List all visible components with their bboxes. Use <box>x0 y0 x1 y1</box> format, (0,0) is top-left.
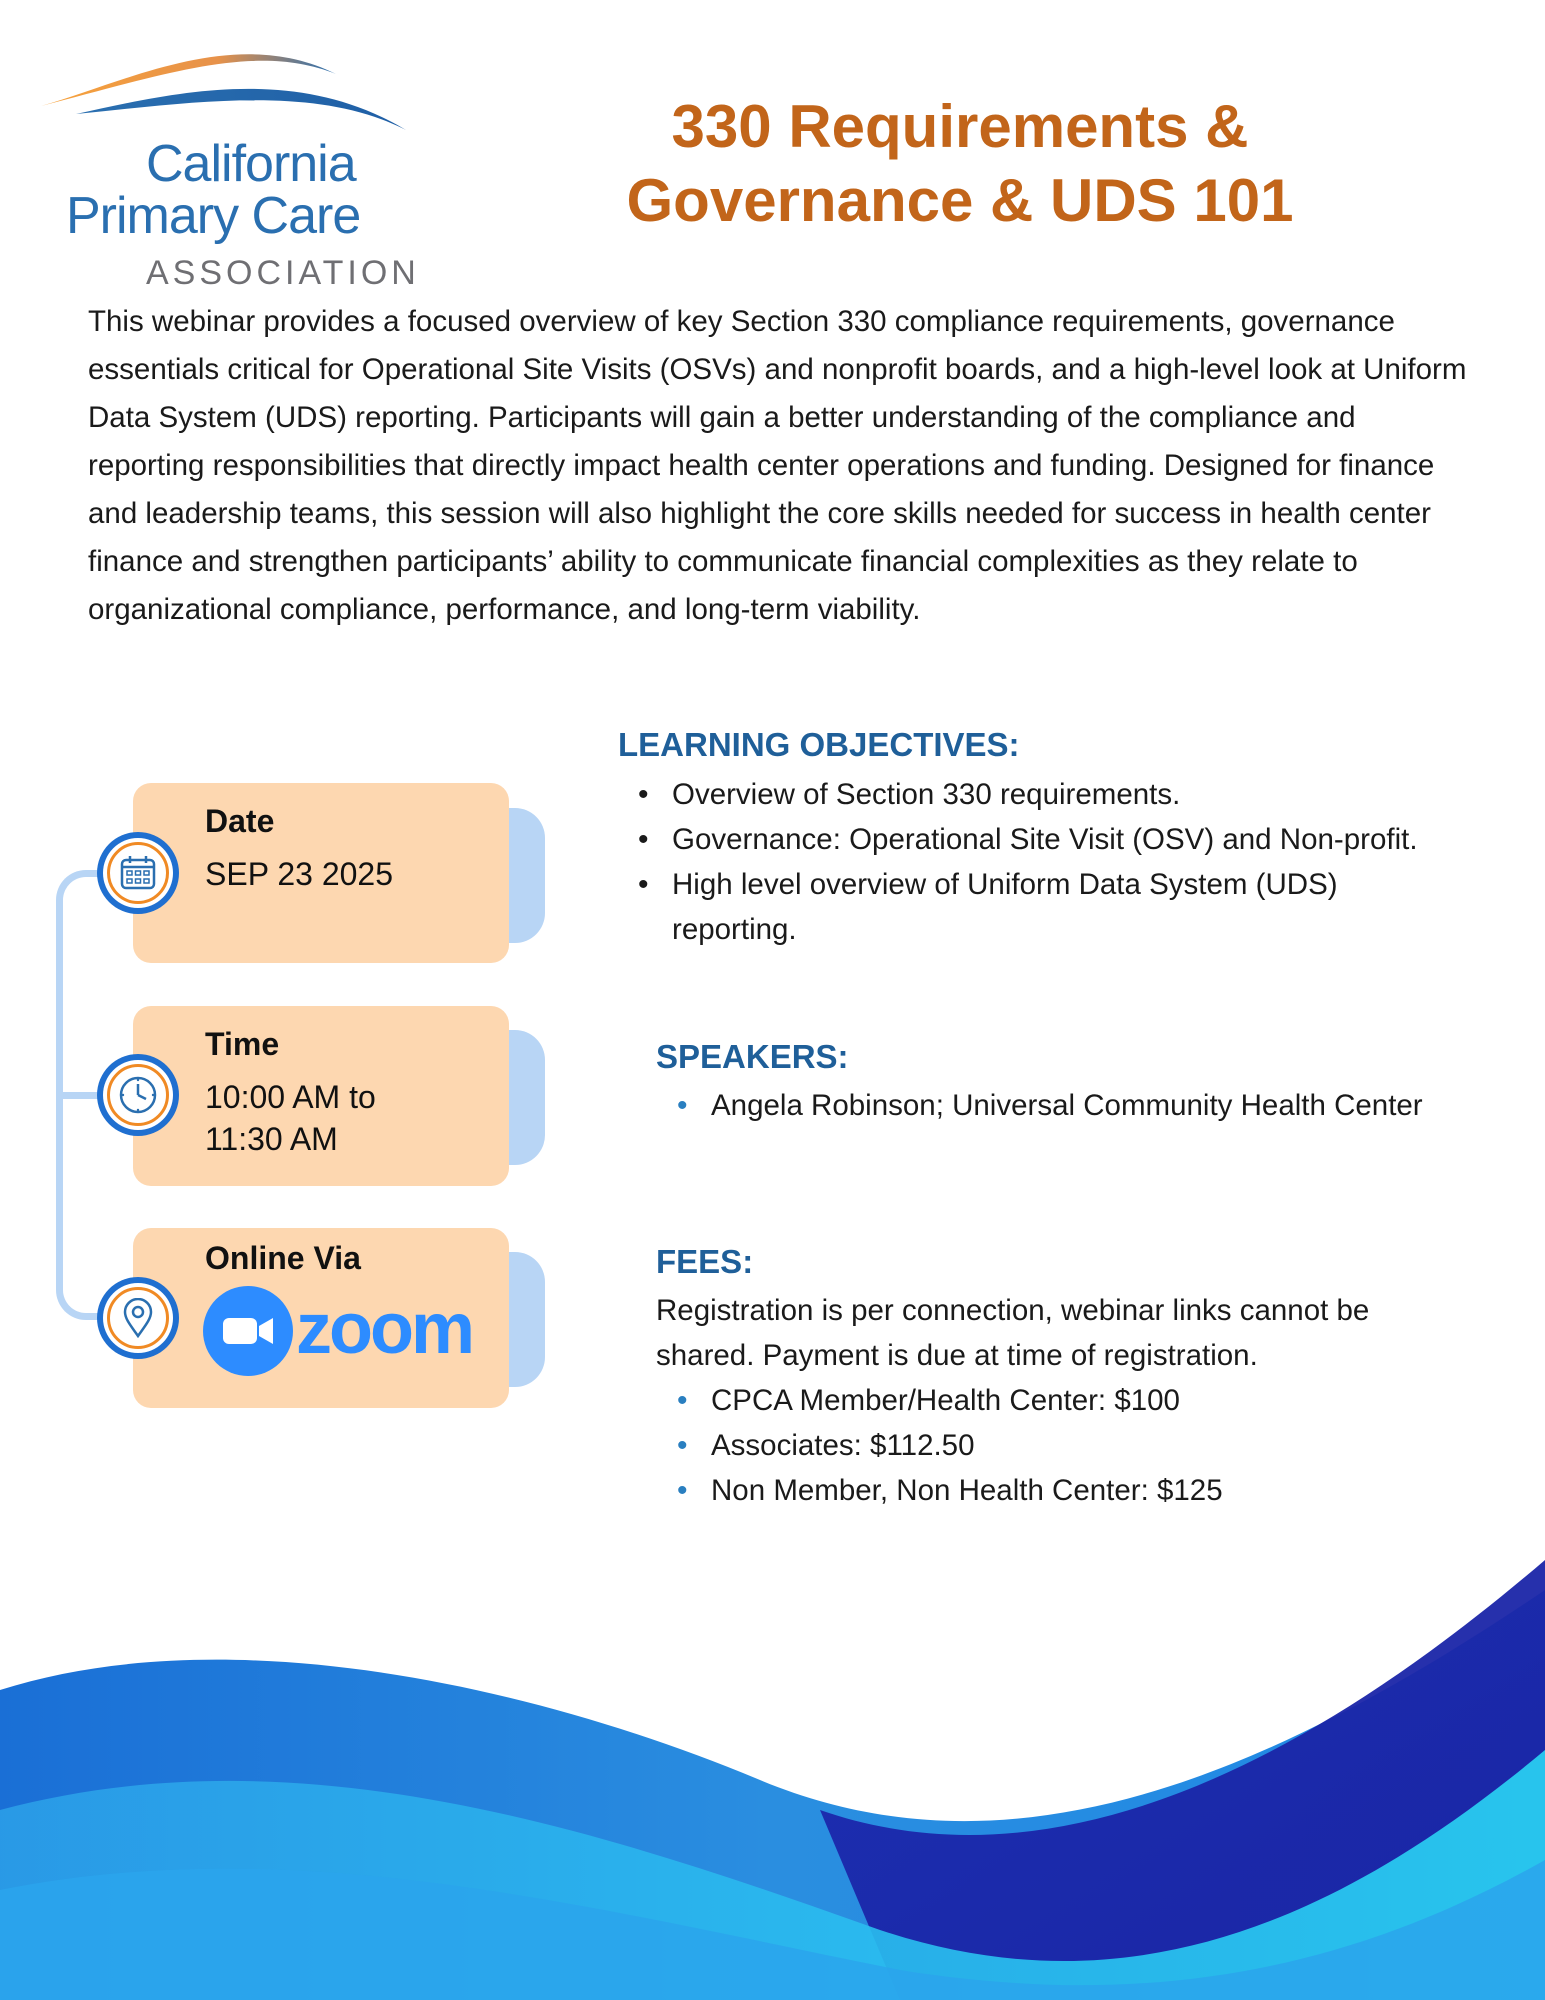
list-item: • Governance: Operational Site Visit (OSV) and Non-profit. <box>636 817 1436 862</box>
title-line-1: 330 Requirements & <box>671 93 1249 160</box>
online-card <box>133 1228 509 1408</box>
date-label: Date <box>205 803 275 839</box>
list-item: • Overview of Section 330 requirements. <box>636 772 1436 817</box>
fees-list <box>675 1378 1475 1513</box>
time-card <box>133 1006 509 1186</box>
clock-icon <box>97 1054 179 1136</box>
speakers-heading: SPEAKERS: <box>656 1038 849 1075</box>
date-value: SEP 23 2025 <box>205 856 394 892</box>
objectives-list <box>636 772 1436 952</box>
time-value <box>205 1076 376 1160</box>
logo-swoosh-icon <box>36 34 416 144</box>
decorative-waves <box>0 1530 1545 2000</box>
zoom-camera-icon <box>203 1286 293 1376</box>
fees-description: Registration is per connection, webinar links cannot be shared. Payment is due at time of registration. <box>656 1294 1370 1372</box>
list-item: • CPCA Member/Health Center: $100 <box>675 1378 1475 1423</box>
fees-heading: FEES: <box>656 1243 754 1280</box>
objectives-heading: LEARNING OBJECTIVES: <box>618 726 1020 763</box>
date-card <box>133 783 509 963</box>
logo-line-association: ASSOCIATION <box>146 254 420 292</box>
time-value-start: 10:00 AM to <box>205 1079 376 1115</box>
calendar-icon <box>97 832 179 914</box>
location-pin-icon <box>97 1277 179 1359</box>
list-item: • High level overview of Uniform Data System (UDS) reporting. <box>636 862 1436 952</box>
logo-line-primary-care: Primary Care <box>66 187 361 245</box>
speakers-list <box>675 1083 1495 1128</box>
list-item: • Non Member, Non Health Center: $125 <box>675 1468 1475 1513</box>
intro-paragraph: This webinar provides a focused overview of key Section 330 compliance requirements, governance essentials critical for Operational Site Visits (OSVs) and nonprofit boards, and a high-level look at Uniform Data System (UDS) reporting. Participants will gain a better understanding of the compliance and reporting responsibilities that directly impact health center operations and funding. Designed for finance and leadership teams, this session will also highlight the core skills needed for success in health center finance and strengthen participants’ ability to communicate financial complexities as they relate to organizational compliance, performance, and long-term viability. <box>88 305 1467 626</box>
time-value-end: 11:30 AM <box>205 1121 338 1157</box>
cpca-logo <box>36 34 420 294</box>
zoom-logo-text: zoom <box>296 1289 472 1369</box>
title-line-2: Governance & UDS 101 <box>626 167 1294 234</box>
online-label: Online Via <box>205 1240 361 1276</box>
time-label: Time <box>205 1026 280 1062</box>
list-item: • Associates: $112.50 <box>675 1423 1475 1468</box>
page-title <box>540 90 1380 238</box>
list-item: • Angela Robinson; Universal Community Health Center <box>675 1083 1495 1128</box>
logo-line-california: California <box>146 135 356 193</box>
